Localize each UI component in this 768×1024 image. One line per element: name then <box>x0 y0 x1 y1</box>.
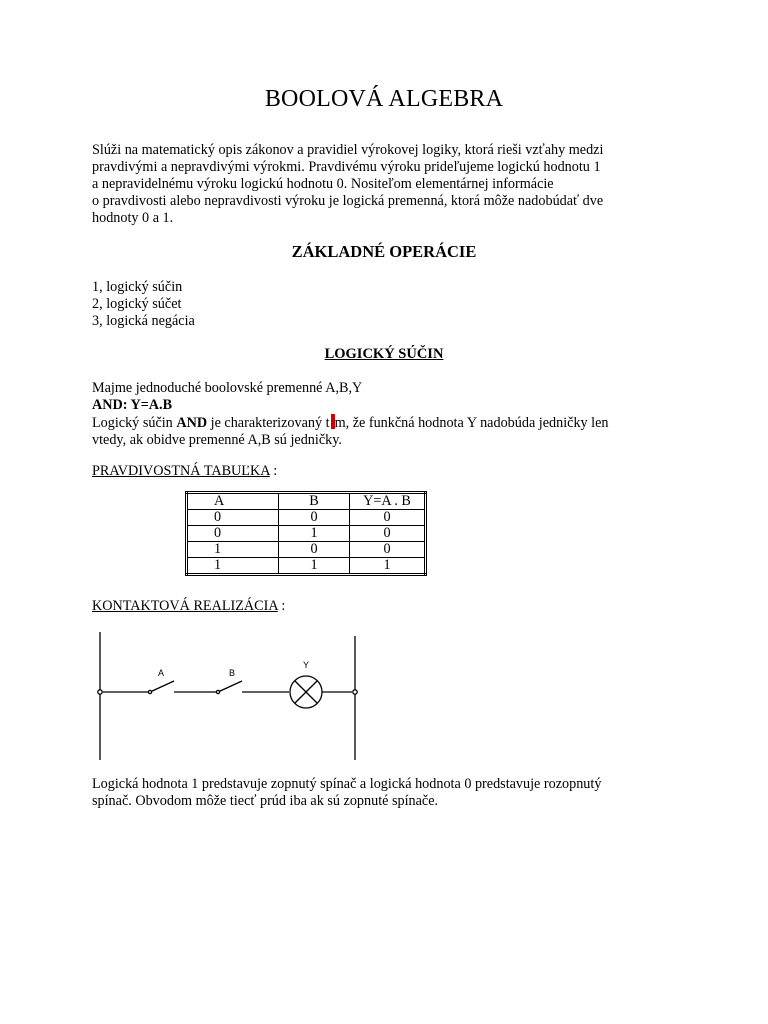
table-cell: 1 <box>350 558 426 575</box>
column-header: Y=A . B <box>350 493 426 510</box>
truth-table-label-text: PRAVDIVOSTNÁ TABUĽKA <box>92 463 270 479</box>
switch-b-contact <box>218 681 242 692</box>
table-cell: 0 <box>279 510 350 526</box>
and-description-line <box>92 414 692 432</box>
text-run: m, že funkčná hodnota Y nadobúda jedničky len <box>334 415 609 431</box>
table-cell: 1 <box>187 542 279 558</box>
switch-pivot <box>148 690 151 693</box>
table-cell: 0 <box>279 542 350 558</box>
and-keyword: AND <box>176 415 208 431</box>
logical-product-paragraph <box>92 380 692 449</box>
table-cell: 0 <box>187 510 279 526</box>
label-suffix: : <box>269 463 278 479</box>
table-header-row <box>187 493 426 510</box>
basic-operations-heading: ZÁKLADNÉ OPERÁCIE <box>291 242 477 261</box>
list-item: 2, logický súčet <box>92 296 182 312</box>
intro-line: Slúži na matematický opis zákonov a pravidiel výrokovej logiky, ktorá rieši vzťahy medzi <box>92 142 604 158</box>
intro-line: pravdivými a nepravdivými výrokmi. Pravdivému výroku prideľujeme logickú hodnotu 1 <box>92 159 601 175</box>
and-description-line: vtedy, ak obidve premenné A,B sú jedničky. <box>92 432 342 448</box>
table-cell: 0 <box>350 510 426 526</box>
logical-product-heading: LOGICKÝ SÚČIN <box>324 346 444 362</box>
operations-list <box>92 279 195 330</box>
closing-line: spínač. Obvodom môže tiecť prúd iba ak sú zopnuté spínače. <box>92 793 439 809</box>
contact-realization-label <box>92 598 285 615</box>
table-cell: 1 <box>279 558 350 575</box>
page-title: BOOLOVÁ ALGEBRA <box>264 86 504 112</box>
and-formula: AND: Y=A.B <box>92 397 173 413</box>
table-cell: 1 <box>279 526 350 542</box>
table-row <box>187 510 426 526</box>
contact-circuit-diagram <box>90 628 370 764</box>
list-item: 3, logická negácia <box>92 313 195 329</box>
label-suffix: : <box>277 598 286 614</box>
intro-line: o pravdivosti alebo nepravdivosti výroku je logická premenná, ktorá môže nadobúdať dve <box>92 193 604 209</box>
table-cell: 0 <box>350 542 426 558</box>
lamp-label: Y <box>303 660 310 670</box>
table-row <box>187 558 426 575</box>
truth-table <box>185 491 427 576</box>
table-row <box>187 542 426 558</box>
intro-line: hodnoty 0 a 1. <box>92 210 174 226</box>
table-cell: 1 <box>187 558 279 575</box>
intro-line: a nepravidelnému výroku logickú hodnotu 0. Nositeľom elementárnej informácie <box>92 176 554 192</box>
closing-paragraph <box>92 776 692 810</box>
intro-paragraph <box>92 142 672 227</box>
column-header: B <box>279 493 350 510</box>
variables-line: Majme jednoduché boolovské premenné A,B,Y <box>92 380 363 396</box>
text-run: Logický súčin <box>92 415 177 431</box>
list-item: 1, logický súčin <box>92 279 183 295</box>
truth-table-label <box>92 463 277 480</box>
text-run: je charakterizovaný t <box>207 415 330 431</box>
switch-b-label: B <box>229 668 236 678</box>
switch-pivot <box>216 690 219 693</box>
contact-realization-label-text: KONTAKTOVÁ REALIZÁCIA <box>92 598 278 614</box>
closing-line: Logická hodnota 1 predstavuje zopnutý spínač a logická hodnota 0 predstavuje rozopnutý <box>92 776 602 792</box>
column-header: A <box>187 493 279 510</box>
terminal <box>98 690 102 694</box>
terminal <box>353 690 357 694</box>
switch-a-contact <box>150 681 174 692</box>
switch-a-label: A <box>158 668 165 678</box>
table-cell: 0 <box>350 526 426 542</box>
table-cell: 0 <box>187 526 279 542</box>
table-row <box>187 526 426 542</box>
